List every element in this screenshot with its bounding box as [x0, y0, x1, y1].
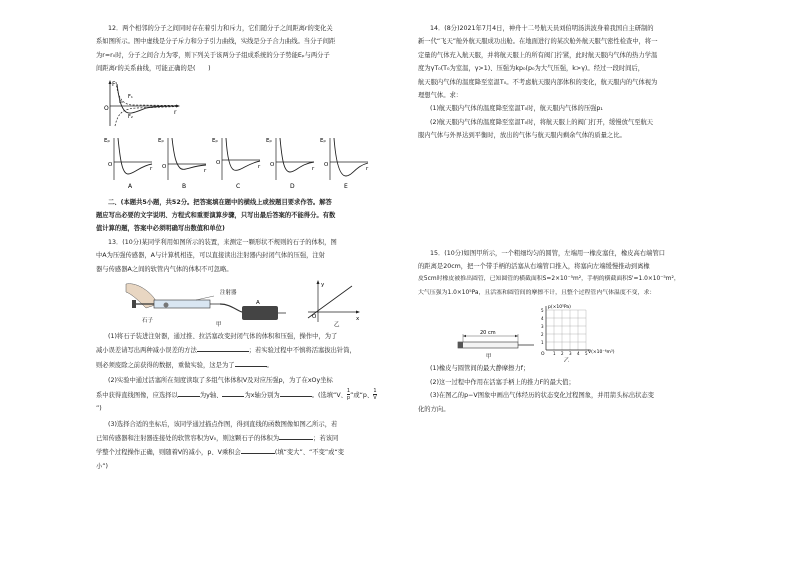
q13-line: 13．(10分)某同学利用如图所示的装置，来测定一颗形状不规则的石子的体积，图	[108, 238, 337, 246]
q14-line: 14．(8分)2021年7月4日，神舟十二号航天员刘伯明汤洪波身着我国自主研制的	[430, 25, 654, 32]
grid-lines	[546, 310, 586, 350]
q14-line: 航天服内气体的温度降至室温T₀。不考虑航天服内部体积的变化，航天服内的气体视为	[418, 78, 658, 86]
fraction-1-over-v	[373, 388, 376, 401]
q14-sub-2: 服内气体与外界达到平衡时，放出的气体与航天服内剩余气体的质量之比。	[418, 132, 626, 140]
option-e-graph	[320, 138, 369, 190]
option-e-o: O	[324, 161, 329, 168]
axis-x: x	[356, 316, 360, 323]
stone-icon	[164, 303, 169, 308]
q13-text: 系中获得直线图像，应选择以	[96, 391, 178, 399]
q14-line: 理想气体。求：	[418, 92, 463, 100]
pv-y-tick: 4	[541, 316, 544, 322]
q13-apparatus-figure	[96, 278, 378, 328]
q12-graph-r0: r₀	[119, 98, 124, 105]
tube-diagram	[458, 330, 534, 360]
q13-text: ”)	[96, 405, 102, 413]
q12-line: 12．两个相邻的分子之间同时存在着引力和斥力，它们随分子之间距离r的变化关	[108, 25, 333, 32]
rubber-plug	[458, 342, 463, 348]
q13-text: 学整个过程操作正确，则随着V的减小，p、V乘积会	[96, 449, 241, 457]
q13-part3-line	[96, 431, 378, 445]
option-d-y: Eₚ	[266, 137, 272, 144]
q12-graph-x-label: r	[174, 108, 177, 116]
syringe-barrel	[154, 300, 210, 308]
pv-origin: O	[541, 352, 545, 358]
option-d-graph	[266, 138, 315, 190]
option-a-o: O	[108, 161, 113, 168]
q15-sub-3: (3)在图乙的p−V图象中画出气体经历的状态变化过程图象，并用箭头标出状态变	[430, 392, 655, 400]
option-c-graph	[212, 138, 261, 190]
q13-text: ；若该同	[313, 434, 339, 442]
q13-text: ”或“p、	[350, 391, 374, 399]
q13-part3-line	[96, 445, 378, 459]
label-jia: 甲	[216, 322, 222, 329]
q13-part3-line: 小”)	[96, 462, 109, 470]
q12-options	[96, 134, 378, 190]
tube	[458, 342, 518, 348]
q13-line: 器与传感器A之间的软管内气体的体积不可忽略。	[96, 265, 233, 273]
q14-sub-1: (1)航天服内气体的温度降至室温T₀时，航天服内气体的压强p₁	[430, 105, 603, 113]
pv-x-axis-label: V(×10⁻⁶m³)	[588, 350, 615, 356]
answer-blank[interactable]	[280, 388, 312, 397]
option-c-o: O	[216, 159, 221, 166]
pv-y-tick: 5	[541, 308, 544, 314]
fraction-denominator: p	[346, 395, 351, 402]
q12-line: 间距离r的关系曲线，可能正确的是( )	[96, 65, 211, 73]
q12-graph-f1: F₁	[128, 93, 133, 100]
pv-y-tick: 1	[541, 340, 544, 346]
section-line: 值计算的题，答案中必须明确写出数值和单位)	[96, 225, 225, 233]
option-d-letter: D	[290, 182, 295, 190]
left-column	[96, 22, 378, 473]
right-column	[418, 22, 702, 416]
q13-part1-line	[96, 358, 378, 372]
q15-sub-1: (1)橡皮与圆管间的最大静摩擦力f；	[430, 365, 530, 373]
option-b-o: O	[162, 163, 167, 170]
option-c-letter: C	[236, 182, 241, 190]
section-2-heading	[96, 196, 378, 236]
pressure-sensor-a	[242, 306, 278, 320]
option-a-x: r	[150, 165, 153, 172]
q12-line: 系如图所示。图中虚线是分子斥力和分子引力曲线，实线是分子合力曲线。当分子间距	[96, 38, 336, 46]
q13-text: (填“变大”、“不变”或“变	[274, 449, 345, 457]
pv-x-tick: 3	[569, 351, 572, 357]
pv-x-tick: 5	[585, 351, 588, 357]
axis-origin: O	[312, 314, 317, 321]
q13-text: 则必须废除之前获得的数据，重做实验，这是为了	[96, 361, 235, 369]
answer-blank[interactable]	[197, 343, 249, 352]
q13-text: 。	[266, 361, 273, 369]
option-a-y: Eₚ	[104, 137, 110, 144]
answer-blank[interactable]	[241, 445, 275, 454]
q14-line: 定量的气体充入航天服，并将航天服上的所有阀门拧紧，此时航天服内气体的热力学温	[418, 51, 658, 59]
option-b-y: Eₚ	[158, 137, 164, 144]
option-e-letter: E	[344, 182, 348, 190]
q15-line: 大气压强为1.0×10⁵Pa，且活塞和圆管间的摩擦不计，且整个过程管内气体温度不变，求：	[418, 289, 656, 296]
q14-sub-2: (2)航天服内气体的温度降至室温T₀时，将航天服上的阀门打开，缓慢放气至航天	[430, 118, 654, 126]
label-jia: 甲	[486, 354, 492, 361]
section-line: 题应写出必要的文字说明、方程式和重要演算步骤，只写出最后答案的不能得分。有数	[96, 212, 336, 220]
question-12	[96, 22, 378, 190]
q13-text: 减小误差请写出两种减小误差的方法	[96, 347, 197, 355]
q12-graph-f2: F₂	[128, 113, 133, 120]
q13-text: 。(选填“V、	[311, 391, 347, 399]
label-yi: 乙	[334, 322, 340, 329]
q14-line: 度为γT₀(T₀为室温，γ>1)、压强为kp₀(p₀为大气压强，k>γ)。经过一段时间后，	[418, 65, 645, 73]
option-c-y: Eₚ	[212, 137, 218, 144]
option-d-x: r	[312, 165, 315, 172]
q13-text: 为x轴分别为	[244, 391, 280, 399]
q15-sub-3: 化的方向。	[418, 405, 450, 413]
label-a: A	[256, 300, 260, 307]
q13-text: 已知传感器和注射器连接处的软管容积为V₀，则这颗石子的体积为	[96, 434, 280, 442]
q13-part1-line: (1)将石子装进注射器，通过推、拉活塞改变封闭气体的体积和压强，操作中，为了	[108, 333, 338, 341]
q13-text: 为y轴、	[199, 391, 223, 399]
option-a-letter: A	[128, 182, 133, 190]
answer-blank[interactable]	[235, 358, 267, 367]
q15-sub-2: (2)这一过程中作用在活塞手柄上的推力F的最大值；	[430, 378, 575, 386]
q14-line: 新一代“飞天”舱外航天服成功出舱。在地面进行的某次舱外航天服气密性检查中，将一	[418, 38, 658, 46]
section-line: 二、(本题共5小题，共52分。把答案填在题中的横线上或按题目要求作答。解答	[108, 198, 332, 206]
label-stone: 石子	[142, 318, 154, 325]
q15-line: 的距离是20cm，把一个带手柄的活塞从右端管口推入，将塞向左端缓慢推动到离橡	[418, 263, 650, 271]
option-a-graph	[104, 138, 153, 190]
pv-x-tick: 4	[577, 351, 580, 357]
answer-blank[interactable]	[279, 431, 313, 440]
pv-y-tick: 2	[541, 332, 544, 338]
q13-part1-line	[96, 343, 378, 357]
axis-y: y	[321, 282, 325, 289]
option-b-letter: B	[182, 182, 187, 190]
question-14	[418, 22, 702, 143]
pv-y-axis-label: p(×10⁵Pa)	[548, 305, 571, 311]
q13-text: ；若实验过程中不慎将活塞拔出针筒，	[248, 347, 356, 355]
q13-line: 中A为压强传感器，A与计算机相连，可以直接读出注射器内封闭气体的压强，注射	[96, 252, 326, 260]
pv-x-tick: 1	[553, 351, 556, 357]
pv-grid	[541, 304, 615, 362]
q12-line: 为r=r₀时，分子之间合力为零，则下列关于该两分子组成系统的分子势能Eₚ与两分子	[96, 51, 330, 59]
question-15	[418, 247, 702, 416]
option-d-o: O	[270, 161, 275, 168]
option-e-y: Eₚ	[320, 137, 326, 144]
label-yi: 乙	[564, 358, 570, 363]
q12-force-graph	[102, 78, 182, 130]
q13-part2-line	[96, 388, 378, 416]
fraction-numerator: 1	[373, 388, 377, 395]
q15-line: 皮5cm时橡皮被推出圆管，已知圆管的横截面积S=2×10⁻⁵m²，手柄的横截面积S'=1.0×10⁻⁵m²，	[418, 276, 680, 283]
pv-x-tick: 2	[561, 351, 564, 357]
answer-blank[interactable]	[222, 388, 244, 397]
q12-graph-origin: O	[104, 104, 109, 112]
fraction-denominator: V	[373, 395, 377, 402]
fraction-numerator: 1	[346, 388, 351, 395]
option-b-graph	[158, 138, 207, 190]
q15-figure	[418, 302, 702, 362]
q13-part3-line: (3)选择合适的坐标后，该同学通过描点作图，得到直线的函数图像如图乙所示，若	[108, 420, 338, 428]
option-b-x: r	[204, 167, 207, 174]
q12-graph-y-label: F	[112, 80, 116, 88]
answer-blank[interactable]	[178, 388, 200, 397]
tube-length-label: 20 cm	[480, 330, 496, 337]
option-e-x: r	[366, 165, 369, 172]
q15-line: 15．(10分)如图甲所示，一个粗细均匀的圆管，左端用一橡皮塞住，橡皮高右端管口	[430, 249, 666, 257]
q13-part2-line: (2)实验中通过活塞所在刻度读取了多组气体体积V及对应压强p，为了在xOy坐标	[108, 377, 333, 385]
label-syringe: 注射器	[220, 290, 237, 297]
question-13	[96, 236, 378, 473]
pv-y-tick: 3	[541, 324, 544, 330]
option-c-x: r	[258, 163, 261, 170]
